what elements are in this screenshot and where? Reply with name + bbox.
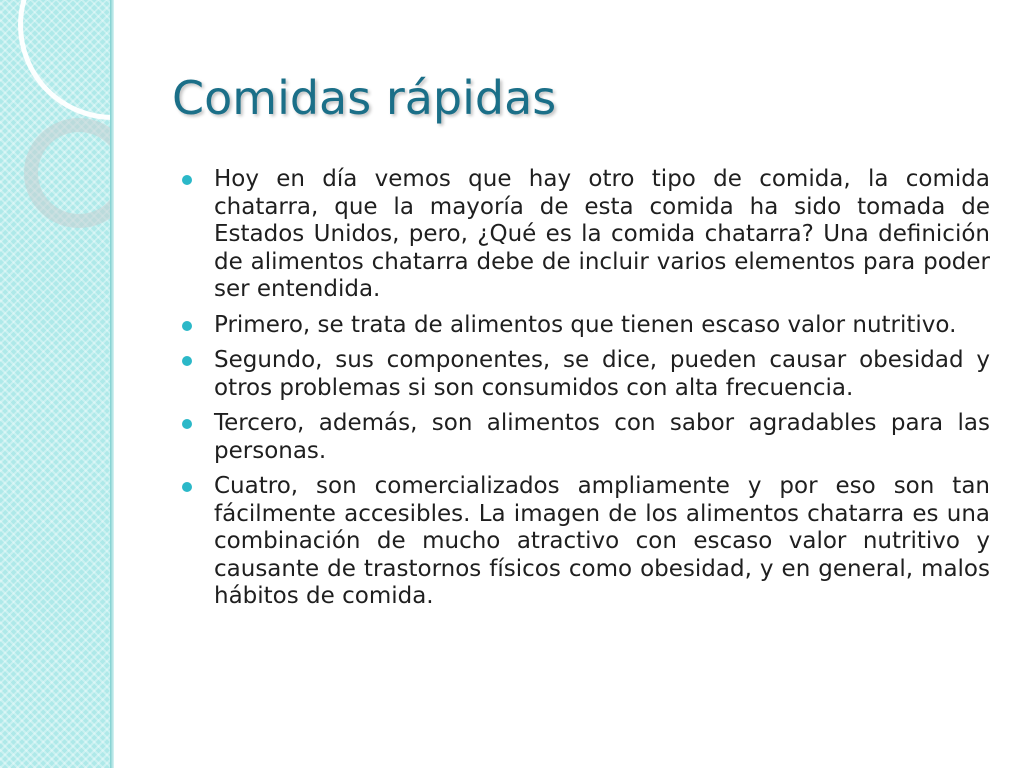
bullet-item — [182, 166, 990, 304]
bullet-item — [182, 312, 990, 340]
decorative-ring-large — [18, 0, 112, 120]
bullet-item — [182, 410, 990, 465]
bullet-text: Primero, se trata de alimentos que tienen escaso valor nutritivo. — [214, 311, 957, 338]
bullet-list — [182, 166, 990, 619]
decorative-side-band — [0, 0, 112, 768]
bullet-dot-icon — [182, 482, 192, 492]
bullet-item — [182, 347, 990, 402]
bullet-text: Cuatro, son comercializados ampliamente y por eso son tan fácilmente accesibles. La imagen de los alimentos chatarra es una combinación de mucho atractivo con escaso valor nutritivo y causante de trastornos físicos como obesidad, y en general, malos hábitos de comida. — [214, 473, 990, 609]
bullet-text: Segundo, sus componentes, se dice, pueden causar obesidad y otros problemas si son consumidos con alta frecuencia. — [214, 347, 990, 401]
bullet-dot-icon — [182, 321, 192, 331]
side-band-edge — [110, 0, 114, 768]
decorative-ring-small — [24, 118, 112, 228]
slide-title: Comidas rápidas — [172, 71, 557, 125]
bullet-text: Tercero, además, son alimentos con sabor agradables para las personas. — [214, 410, 990, 464]
bullet-dot-icon — [182, 175, 192, 185]
bullet-dot-icon — [182, 419, 192, 429]
bullet-item — [182, 473, 990, 611]
bullet-dot-icon — [182, 356, 192, 366]
bullet-text: Hoy en día vemos que hay otro tipo de comida, la comida chatarra, que la mayoría de esta comida ha sido tomada de Estados Unidos, pero, ¿Qué es la comida chatarra? Una definición de alimentos chatarra debe de incluir varios elementos para poder ser entendida. — [214, 166, 990, 302]
